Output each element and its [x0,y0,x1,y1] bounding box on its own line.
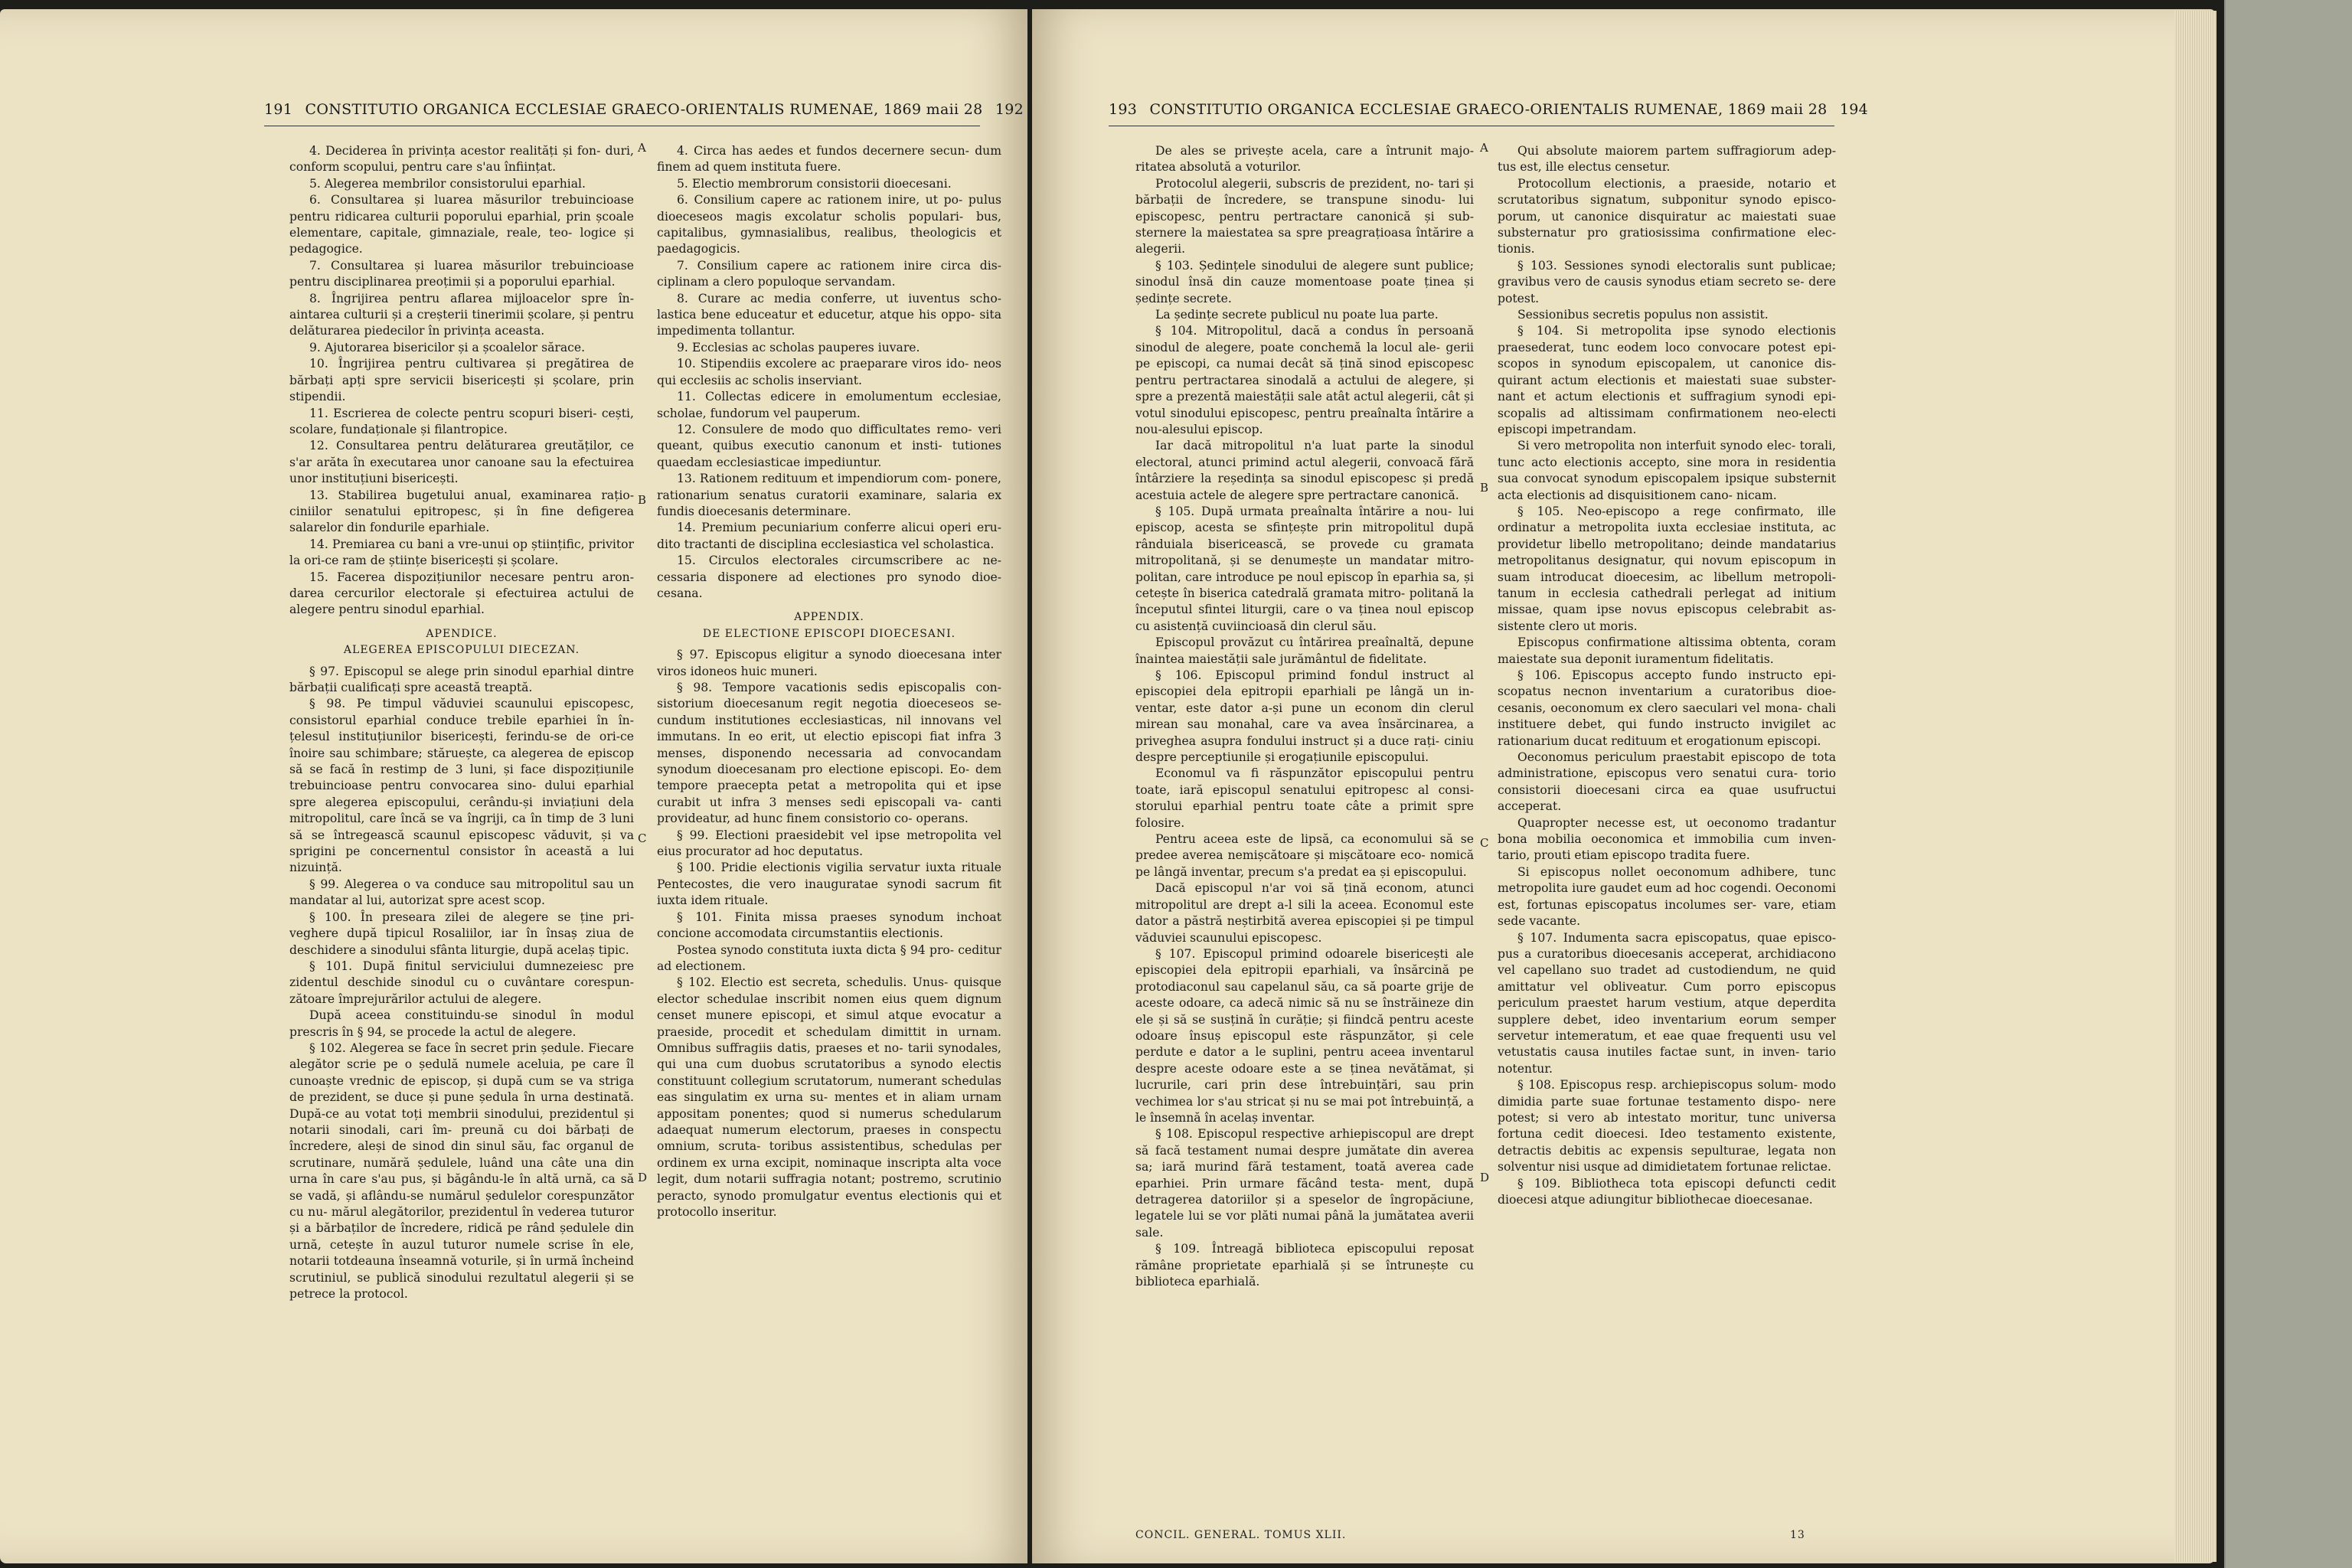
margin-marker-d: D [638,1171,648,1184]
romanian-column [1135,143,1474,1521]
paragraph: Episcopus confirmatione altissima obtenta, coram maiestate sua deponit iuramentum fidelitatis. [1498,635,1836,666]
paragraph: Protocollum electionis, a praeside, notario et scrutatoribus signatum, subponitur synodo episco- porum, ut canonice disquiratur ac maiestati suae substernatur pro gratiosissima confirmatione elec- tionis. [1498,176,1836,256]
paragraph: § 103. Ședințele sinodului de alegere sunt publice; sinodul însă din cauze momentoase poate ținea și ședințe secrete. [1135,258,1474,305]
paragraph: § 98. Pe timpul văduviei scaunului episcopesc, consistorul eparhial conduce trebile eparhiei în în- țelesul instituțiunilor bisericești, ferindu-se de ori-ce înoire sau schimbare; stăruește, ca alegerea de episcop să se facă în restimp de 3 luni, și face dispozițiunile trebuincioase pentru convocarea sino- dului eparhial spre alegerea episcopului, cerându-și inviațiuni dela mitropolitul, care încă se va îngriji, ca în timp de 3 luni să se întregească scaunul episcopesc văduvit, și va sprigini pe concernentul consistor în această a lui nizuință. [289,697,634,875]
paragraph: § 105. Neo-episcopo a rege confirmato, ille ordinatur a metropolita iuxta ecclesiae instituta, ac providetur libello metropolitano; deinde mandatarius metropolitanus designatur, qui novum episcopum in suam introducat dioecesim, ac libellum metropoli- tanum in ecclesia cathedrali perlegat ad initium missae, quam ipse novus episcopus celebrabit as- sistente clero ut moris. [1498,504,1836,633]
running-title: CONSTITUTIO ORGANICA ECCLESIAE GRAECO-ORIENTALIS RUMENAE, 1869 maii 28 [1149,101,1828,118]
paragraph: Iar dacă mitropolitul n'a luat parte la sinodul electoral, atunci primind actul alegerii, convoacă fără întârziere la reședința sa sinodul episcopesc și predă acestuia actele de alegere spre pertractare canonică. [1135,439,1474,502]
paragraph: Si episcopus nollet oeconomum adhibere, tunc metropolita iure gaudet eum ad hoc cogendi. Oeconomi est, fortunas episcopatus incolumes ser- vare, etiam sede vacante. [1498,864,1836,929]
paragraph: 7. Consilium capere ac rationem inire circa dis- ciplinam a clero populoque servandam. [657,258,1001,289]
latin-column [657,143,1001,1556]
paragraph: La ședințe secrete publicul nu poate lua parte. [1155,308,1439,322]
paragraph: 6. Consilium capere ac rationem inire, ut po- pulus dioeceseos magis excolatur scholis populari- bus, capitalibus, gymnasialibus, realibus, theologicis et paedagogicis. [657,193,1001,256]
margin-marker-a: A [638,141,646,155]
paragraph: § 109. Întreagă biblioteca episcopului reposat rămâne proprietate eparhială și se întrunește cu biblioteca eparhială. [1135,1242,1474,1289]
paragraph: § 108. Episcopus resp. archiepiscopus solum- modo dimidia parte suae fortunae testamento dispo- nere potest; si vero ab intestato moritur, tunc universa fortuna cedit dioecesi. Ideo testamento existente, detractis debitis ac expensis sepulturae, legata non solventur nisi usque ad dimidietatem fortunae relictae. [1498,1078,1836,1174]
paragraph: Postea synodo constituta iuxta dicta § 94 pro- ceditur ad electionem. [657,942,1001,973]
paragraph: Sessionibus secretis populus non assistit. [1517,308,1769,322]
paragraph: 9. Ajutorarea bisericilor și a școalelor sărace. [309,340,586,354]
page-number-191: 191 [264,101,293,118]
paragraph: § 100. În preseara zilei de alegere se ține pri- veghere după tipicul Rosaliilor, iar în însaș ziua de deschidere a sinodului sfânta liturgie, după acelaș tipic. [289,910,634,957]
paragraph: § 101. După finitul serviciului dumnezeiesc pre zidentul deschide sinodul cu o cuvântare corespun- zătoare împrejurărilor actului de alegere. [289,959,634,1006]
appendix-heading: APENDICE. [426,627,498,640]
margin-marker-b: B [638,493,647,507]
right-page-header [1109,101,1869,118]
paragraph: § 102. Alegerea se face în secret prin ședule. Fiecare alegător scrie pe o ședulă numele aceluia, pe care îl cunoaște vrednic de episcop, și după cum se va striga de prezident, se duce și pune ședula în urna destinată. După-ce au votat toți membrii sinodului, prezidentul și notarii sinodali, cari îm- preună cu doi bărbați de încredere, aleși de sinod din sinul său, fac organul de scrutinare, numără ședulele, luând una câte una din urna în care s'au pus, și băgându-le în altă urnă, ca să se vadă, și aflându-se numărul ședulelor corespunzător cu nu- mărul alegătorilor, prezidentul în vederea tuturor și a bărbaților de încredere, ridică pe rând ședulele din urnă, cetește în auzul tuturor numele scrise în ele, notarii totdeauna înseamnă voturile, și în urmă încheind scrutiniul, se publică sinodului rezultatul alegerii și se petrece la protocol. [289,1040,634,1302]
paragraph: § 106. Episcopus accepto fundo instructo epi- scopatus necnon inventarium a curatoribus dioe- cesanis, oeconomum ex clero saeculari vel mona- chali instituere debet, qui fundo instructo invigilet ac rationarium ducat redituum et erogationum episcopi. [1498,668,1836,748]
paragraph: § 104. Mitropolitul, dacă a condus în persoană sinodul de alegere, poate conchemă la locul ale- gerii pe episcopi, ca numai decât să țină sinod episcopesc pentru pertractarea sinodală a actului de alegere, și spre a prezentă maiestății sale atât actul alegerii, cât și votul sinodului episcopesc, pentru preaînalta întărire a nou-alesului episcop. [1135,324,1474,436]
footer-volume: CONCIL. GENERAL. TOMUS XLII. [1135,1529,1347,1541]
right-page [1032,9,2215,1563]
paragraph: 7. Consultarea și luarea măsurilor trebuincioase pentru disciplinarea preoțimii și a poporului eparhial. [289,258,634,289]
paragraph: § 109. Bibliotheca tota episcopi defuncti cedit dioecesi atque adiungitur bibliothecae dioecesanae. [1498,1176,1836,1207]
paragraph: 5. Alegerea membrilor consistorului eparhial. [309,176,586,191]
appendix-subheading: DE ELECTIONE EPISCOPI DIOECESANI. [702,627,956,640]
romanian-column [289,143,634,1556]
paragraph: § 100. Pridie electionis vigilia servatur iuxta rituale Pentecostes, die vero inauguratae synodi sacrum fit iuxta idem rituale. [657,861,1001,908]
paragraph: § 97. Episcopul se alege prin sinodul eparhial dintre bărbații cualificați spre această treaptă. [289,664,634,694]
page-number-192: 192 [995,101,1024,118]
background-table [2226,0,2352,1568]
paragraph: § 103. Sessiones synodi electoralis sunt publicae; gravibus vero de causis synodus etiam secreto se- dere potest. [1498,258,1836,305]
paragraph: 8. Îngrijirea pentru aflarea mijloacelor spre în- aintarea culturii și a creșterii tinerimii școlare, și pentru delăturarea piedecilor în privința aceasta. [289,291,634,338]
paragraph: § 98. Tempore vacationis sedis episcopalis con- sistorium dioecesanum regit negotia dioeceseos se- cundum institutiones ecclesiasticas, nil innovans vel immutans. In eo erit, ut electio episcopi fiat infra 3 menses, disponendo necessaria ad convocandam synodum dioecesanam pro electione episcopi. Eo- dem tempore praecepta petat a metropolita qui et ipse curabit ut infra 3 menses sedi episcopali va- canti provideatur, ad hunc finem consistorio co- operans. [657,681,1001,826]
paragraph: 8. Curare ac media conferre, ut iuventus scho- lastica bene educeatur et educetur, atque his oppo- sita impedimenta tollantur. [657,291,1001,338]
paragraph: De ales se privește acela, care a întrunit majo- ritatea absolută a voturilor. [1135,144,1474,175]
paragraph: Protocolul alegerii, subscris de prezident, no- tari și bărbații de încredere, se transpune sinodu- lui episcopesc, pentru pertractare canonică și sub- sternere la maiestatea sa spre preagrațioasa întărire a alegerii. [1135,176,1474,256]
paragraph: Dacă episcopul n'ar voi să țină econom, atunci mitropolitul are drept a-l sili la aceea. Economul este dator a păstră neștirbită averea episcopiei și pe timpul văduviei scaunului episcopesc. [1135,881,1474,945]
paragraph: Economul va fi răspunzător episcopului pentru toate, iară episcopul senatului epitropesc al consi- storului eparhial pentru toate câte a primit spre folosire. [1135,766,1474,830]
paragraph: 11. Collectas edicere in emolumentum ecclesiae, scholae, fundorum vel pauperum. [657,390,1001,420]
paragraph: 6. Consultarea și luarea măsurilor trebuincioase pentru ridicarea culturii poporului eparhial, prin școale elementare, capitale, gimnaziale, reale, teo- logice și pedagogice. [289,193,634,256]
paragraph: § 107. Indumenta sacra episcopatus, quae episco- pus a curatoribus dioecesanis acceperat, archidiacono vel capellano suo tradet ad custodiendum, ne quid amittatur vel obliveatur. Cum porro episcopus periculum praestet harum vestium, atque deperdita supplere debet, ideo inventarium eorum semper servetur intemeratum, et eae quae frequenti usu vel vetustatis causa inutiles factae sunt, in inven- tario notentur. [1498,930,1836,1076]
margin-marker-d: D [1480,1171,1490,1184]
paragraph: 4. Deciderea în privința acestor realități și fon- duri, conform scopului, pentru care s'au înființat. [289,144,634,175]
paragraph: § 108. Episcopul respective arhiepiscopul are drept să facă testament numai despre jumătate din averea sa; iară murind fără testament, toată averea cade eparhiei. Prin urmare făcând testa- ment, după detragerea datoriilor și a speselor de îngropăciune, legatele lui se vor plăti numai până la jumătatea averii sale. [1135,1127,1474,1240]
margin-marker-b: B [1480,481,1489,495]
paragraph: 13. Rationem redituum et impendiorum com- ponere, rationarium senatus curatorii examinare, salaria ex fundis dioecesanis determinare. [657,472,1001,518]
paragraph: 4. Circa has aedes et fundos decernere secun- dum finem ad quem instituta fuere. [657,144,1001,175]
paragraph: Si vero metropolita non interfuit synodo elec- torali, tunc acto electionis accepto, sine mora in residentia sua convocat synodum episcopalem ipsique substernit acta electionis ad disquisitionem cano- nicam. [1498,439,1836,502]
page-number-194: 194 [1839,101,1869,118]
paragraph: § 104. Si metropolita ipse synodo electionis praesederat, tunc eodem loco convocare potest epi- scopos in synodum episcopalem, ut canonice dis- quirant actum electionis et maiestati suae subster- nant et actum electionis et suffragium synodi epi- scopalis ad altissimam confirmationem neo-electi episcopi impetrandam. [1498,324,1836,436]
appendix-heading: APPENDIX. [794,611,864,624]
paragraph: Quapropter necesse est, ut oeconomo tradantur bona mobilia oeconomica et immobilia cum inven- tario, prouti etiam episcopo tradita fuere. [1498,815,1836,863]
paragraph: 14. Premiarea cu bani a vre-unui op științific, privitor la ori-ce ram de științe bisericești și școlare. [289,537,634,568]
paragraph: § 102. Electio est secreta, schedulis. Unus- quisque elector schedulae inscribit nomen eius quem dignum censet munere episcopi, et simul atque evocatur a praeside, procedit et schedulam dimittit in urnam. Omnibus suffragiis datis, praeses et no- tarii synodales, qui una cum duobus scrutatoribus a synodo electis constituunt collegium scrutatorum, numerant schedulas eas singulatim ex urna su- mentes et in aliam urnam appositam ponentes; quod si numerus schedularum adaequat numerum electorum, praeses in conspectu omnium, scruta- toribus assistentibus, schedulas per ordinem ex urna excipit, nominaque inscripta alta voce legit, dum notarii suffragia notant; postremo, scrutinio peracto, synodo promulgatur eventus electionis qui et protocollo inseritur. [657,975,1001,1219]
paragraph: 12. Consulere de modo quo difficultates remo- veri queant, quibus executio canonum et insti- tutiones quaedam ecclesiasticae impediuntur. [657,422,1001,469]
running-title: CONSTITUTIO ORGANICA ECCLESIAE GRAECO-ORIENTALIS RUMENAE, 1869 maii 28 [305,101,983,118]
paragraph: Episcopul provăzut cu întărirea preaînaltă, depune înaintea maiestății sale jurământul de fidelitate. [1135,635,1474,666]
paragraph: § 99. Electioni praesidebit vel ipse metropolita vel eius procurator ad hoc deputatus. [657,828,1001,859]
paragraph: 15. Facerea dispozițiunilor necesare pentru aron- darea cercurilor electorale și efectuirea actului de alegere pentru sinodul eparhial. [289,570,634,617]
page-edges [2174,11,2216,1562]
paragraph: § 107. Episcopul primind odoarele bisericești ale episcopiei dela epitropii eparhiali, va însărcină pe protodiaconul sau capelanul său, ca să poarte grije de aceste odoare, ca adecă nimic să nu se înstrăineze din ele și să se susțină în curăție; și fiindcă pentru aceste odoare însuș episcopul este răspunzător, și cele perdute e dator a le suplini, pentru aceea inventarul despre aceste odoare este a se ținea nevătămat, și lucrurile, cari prin dese întrebuințări, sau prin vechimea lor s'au stricat și nu se mai pot întrebuință, a le însemnă în acelaș inventar. [1135,946,1474,1125]
margin-marker-c: C [638,831,647,845]
paragraph: 10. Stipendiis excolere ac praeparare viros ido- neos qui ecclesiis ac scholis inserviant. [657,357,1001,387]
paragraph: Oeconomus periculum praestabit episcopo de tota administratione, episcopus vero senatui cura- torio consistorii dioecesani circa ea quae usufructui acceperat. [1498,750,1836,814]
paragraph: 15. Circulos electorales circumscribere ac ne- cessaria disponere ad electiones pro synodo dioe- cesana. [657,554,1001,600]
margin-marker-a: A [1480,141,1488,155]
paragraph: § 99. Alegerea o va conduce sau mitropolitul sau un mandatar al lui, autorizat spre acest scop. [289,877,634,908]
paragraph: După aceea constituindu-se sinodul în modul prescris în § 94, se procede la actul de alegere. [289,1008,634,1039]
paragraph: Qui absolute maiorem partem suffragiorum adep- tus est, ille electus censetur. [1498,144,1836,175]
left-page-header [264,101,1024,118]
paragraph: § 101. Finita missa praeses synodum inchoat concione accomodata circumstantiis electionis. [657,910,1001,941]
paragraph: § 106. Episcopul primind fondul instruct al episcopiei dela epitropii eparhiali pe lângă un in- ventar, este dator a-și pune un econom din clerul mirean sau monahal, care va avea însărcinarea, a priveghea asupra fondului instruct și a duce rați- ciniu despre perceptiunile și erogațiunile episcopului. [1135,668,1474,765]
paragraph: 5. Electio membrorum consistorii dioecesani. [677,176,952,191]
left-page [0,9,1027,1563]
paragraph: Pentru aceea este de lipsă, ca economului să se predee averea nemișcătoare și mișcătoare eco- nomică pe lângă inventar, precum s'a predat ea și episcopului. [1135,832,1474,879]
paragraph: 14. Premium pecuniarium conferre alicui operi eru- dito tractanti de disciplina ecclesiastica vel scholastica. [657,521,1001,551]
paragraph: 9. Ecclesias ac scholas pauperes iuvare. [677,340,920,354]
paragraph: 13. Stabilirea bugetului anual, examinarea rațio- ciniilor senatului epitropesc, și în fine defigerea salarelor din fondurile eparhiale. [289,488,634,535]
page-number-193: 193 [1109,101,1138,118]
margin-marker-c: C [1480,836,1489,850]
paragraph: § 105. După urmata preaînalta întărire a nou- lui episcop, acesta se sfințește prin mitropolitul după rânduiala bisericească, se provede cu gramata mitropolitană, și se denumește un mandatar mitro- politan, care introduce pe noul episcop în eparhia sa, și cetește în biserica catedrală gramata mitro- politană la începutul sfintei liturgii, care o va ținea noul episcop cu asistență cuviincioasă din clerul său. [1135,504,1474,633]
paragraph: 11. Escrierea de colecte pentru scopuri biseri- cești, scolare, fundaționale și filantropice. [289,406,634,436]
latin-column [1498,143,1836,1521]
footer-signature: 13 [1790,1529,1805,1541]
paragraph: 12. Consultarea pentru delăturarea greutăților, ce s'ar arăta în executarea unor canoane sau la efectuirea unor instituțiuni bisericești. [289,439,634,486]
appendix-subheading: ALEGEREA EPISCOPULUI DIECEZAN. [343,644,580,657]
paragraph: § 97. Episcopus eligitur a synodo dioecesana inter viros idoneos huic muneri. [657,648,1001,678]
paragraph: 10. Îngrijirea pentru cultivarea și pregătirea de bărbați apți spre servicii bisericești și școlare, prin stipendii. [289,357,634,404]
